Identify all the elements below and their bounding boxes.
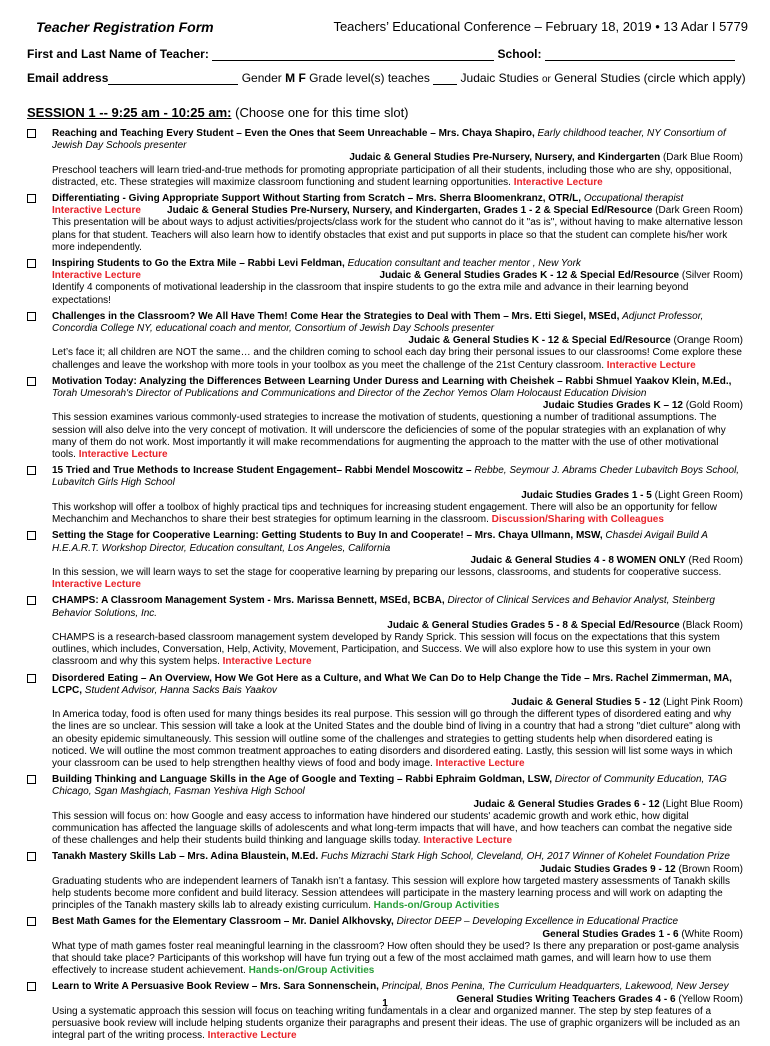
room-name: (White Room) (681, 928, 743, 940)
session-description: This presentation will be about ways to adjust activities/projects/class work for the student who cannot do it "as is", without having to make alternative lesson plans for that student. Teachers will also learn how to identify obstacles that exist and put supports in place so that the student can complete his/her work more independently. (52, 217, 743, 253)
room-name: (Silver Room) (681, 270, 743, 282)
teacher-name-field[interactable] (212, 48, 494, 61)
form-title: Teacher Registration Form (36, 19, 214, 35)
session-checkbox[interactable] (27, 775, 36, 784)
format-tag: Interactive Lecture (207, 1030, 297, 1042)
session-title-line (52, 595, 743, 619)
teacher-name-label: First and Last Name of Teacher: (27, 47, 209, 61)
grades-room (543, 400, 743, 412)
grade-levels: General Studies Writing Teachers Grades 4 - 6 (456, 993, 676, 1005)
session-note: (Choose one for this time slot) (235, 105, 409, 120)
session-title: CHAMPS: A Classroom Management System - Mrs. Marissa Bennett, MSEd, BCBA, (52, 595, 445, 607)
session-title-line (52, 311, 743, 335)
room-name: (Red Room) (688, 554, 743, 566)
gender-f-option[interactable]: F (298, 71, 306, 85)
grades-room (349, 152, 743, 164)
session-heading-row (27, 105, 409, 120)
presenter-info: Rebbe, Seymour J. Abrams Cheder Lubavitch Boys School, Lubavitch Girls High School (52, 465, 740, 489)
email-gender-row (27, 71, 747, 85)
grades-room (540, 864, 743, 876)
grades-room (380, 270, 743, 282)
session-title: Motivation Today: Analyzing the Differences Between Learning Under Duress and Learning with Cheishek – Rabbi Shmuel Yaakov Klein, M.Ed., (52, 375, 732, 387)
general-option[interactable]: General Studies (circle which apply) (554, 71, 746, 85)
session-description: In America today, food is often used for many things besides its real purpose. This session will go through the different types of disordered eating and why the lines are so unclear. This session will take a look at the United States and the double bind of living in a country that had a strong "diet culture" along with an obesity epidemic simultaneously. This session will outline some of the challenges and strategies to getting students help when disordered eating is noticed. We will outline the most common treatment approaches to eating disorders and disordered eating. Lastly, this session will list some ways in which your classroom can be used to help strengthen healthy views of food and body image. (52, 709, 741, 769)
grade-levels: Judaic Studies Grades 1 - 5 (521, 489, 652, 501)
format-tag: Discussion/Sharing with Colleagues (491, 514, 664, 526)
session-option-item (27, 311, 743, 372)
session-checkbox[interactable] (27, 674, 36, 683)
grade-room-line (52, 697, 743, 709)
session-option-item (27, 673, 743, 771)
session-option-item (27, 465, 743, 526)
session-description: This session will focus on: how Google and easy access to information have hindered our students' academic growth and work ethic, how digital communication has affected the language skills of adolescents and what long-term impacts that will have, and how teachers can combat the negative side of these challenges and help their students build thinking and language skills today. (52, 810, 733, 847)
format-tag-lead: Interactive Lecture (52, 205, 141, 217)
grade-field[interactable] (433, 72, 457, 85)
room-name: (Dark Blue Room) (662, 152, 743, 164)
grades-room (408, 335, 743, 347)
grade-room-line (52, 799, 743, 811)
session-checkbox[interactable] (27, 129, 36, 138)
session-title-line (52, 193, 743, 205)
session-title-line (52, 673, 743, 697)
session-title-line (52, 981, 743, 993)
session-description: What type of math games foster real meaningful learning in the classroom? How often should they be used? Is there any preparation or post-game analysis that should take place? Participants of this workshop will have fun trying out a few of the most acclaimed math games, and will learn how to use them effectively to increase student achievement. (52, 940, 740, 977)
session-description: Identify 4 components of motivational leadership in the classroom that inspire students to go the extra mile and advance in their learning beyond expectations! (52, 282, 689, 306)
gender-m-option[interactable]: M (285, 71, 296, 85)
session-checkbox[interactable] (27, 259, 36, 268)
school-field[interactable] (545, 48, 735, 61)
session-option-item (27, 530, 743, 591)
grade-levels: Judaic & General Studies K - 12 & Special Ed/Resource (408, 335, 671, 347)
room-name: (Orange Room) (673, 335, 743, 347)
session-description: Let’s face it; all children are NOT the same… and the children coming to school each day bring their personal issues to our classrooms! Come explore these challenges and leave the workshop with more tools in your toolbox as you meet the challenge of the 21st Century classroom. (52, 347, 742, 371)
presenter-info: Adjunct Professor, Concordia College NY, educational coach and mentor, Consortium of Jewish Day Schools presenter (52, 310, 704, 335)
grade-levels: Judaic & General Studies Pre-Nursery, Nursery, and Kindergarten (349, 152, 661, 164)
format-tag: Interactive Lecture (423, 835, 513, 847)
school-label: School: (497, 47, 542, 61)
grade-levels: Judaic & General Studies 5 - 12 (511, 696, 661, 708)
session-checkbox[interactable] (27, 312, 36, 321)
session-description-block (52, 811, 743, 848)
room-name: (Gold Room) (685, 400, 743, 412)
grade-levels: Judaic & General Studies Pre-Nursery, Nursery, and Kindergarten, Grades 1 - 2 & Special Ed/Resource (167, 205, 653, 217)
grade-levels: Judaic & General Studies Grades 5 - 8 & Special Ed/Resource (387, 619, 680, 631)
session-description-block (52, 217, 743, 254)
grades-room (521, 490, 743, 502)
presenter-info: Early childhood teacher, NY Consortium of Jewish Day Schools presenter (52, 128, 726, 152)
grades-room (542, 929, 743, 941)
presenter-info: Student Advisor, Hanna Sacks Bais Yaakov (84, 684, 277, 696)
grades-room (473, 799, 743, 811)
session-title: Building Thinking and Language Skills in the Age of Google and Texting – Rabbi Ephraim Goldman, LSW, (52, 774, 553, 786)
session-description-block (52, 1006, 743, 1043)
session-description-block (52, 165, 743, 189)
session-option-item (27, 258, 743, 307)
format-tag: Interactive Lecture (222, 656, 312, 668)
format-tag-lead: Interactive Lecture (52, 270, 141, 282)
session-option-item (27, 851, 743, 912)
session-title-line (52, 916, 743, 928)
session-description-block (52, 632, 743, 669)
grade-levels: Judaic & General Studies 4 - 8 WOMEN ONLY (470, 554, 686, 566)
or-word: or (541, 74, 551, 85)
judaic-option[interactable]: Judaic Studies (460, 71, 539, 85)
grade-levels: General Studies Grades 1 - 6 (542, 928, 679, 940)
session-title: Setting the Stage for Cooperative Learning: Getting Students to Buy In and Cooperate! – Mrs. Chaya Ullmann, MSW, (52, 530, 603, 542)
room-name: (Brown Room) (678, 863, 743, 875)
presenter-info: Director of Community Education, TAG Chicago, Sgan Mashgiach, Fasman Yeshiva High School (52, 774, 727, 798)
name-school-row (27, 47, 747, 61)
gender-label: Gender (241, 71, 282, 85)
session-description: This session examines various commonly-used strategies to increase the motivation of students, questioning a number of traditional assumptions. The session will also delve into the very concept of motivation. It will underscore the deficiencies of some of the popular strategies with an explanation of why many of them do not work. Most importantly it will make recommendations for augmenting the approach to the matter with the use of other motivational tools. (52, 412, 726, 461)
grade-room-line (52, 620, 743, 632)
email-field[interactable] (108, 72, 238, 85)
presenter-info: Fuchs Mizrachi Stark High School, Cleveland, OH, 2017 Winner of Kohelet Foundation Prize (320, 851, 730, 863)
grade-room-line (52, 205, 743, 217)
session-title-line (52, 530, 743, 554)
session-description: This workshop will offer a toolbox of highly practical tips and techniques for increasing student engagement. There will also be an opportunity for fellow Mechanchim and Mechanchos to share their best strategies for optimum learning in the classroom. (52, 501, 717, 526)
grades-room (471, 555, 744, 567)
session-description-block (52, 567, 743, 591)
session-title: Disordered Eating – An Overview, How We Got Here as a Culture, and What We Can Do to Help Change the Tide – Mrs. Rachel Zimmerman, MA, LCPC, (52, 672, 732, 696)
session-title: Best Math Games for the Elementary Classroom – Mr. Daniel Alkhovsky, (52, 916, 394, 928)
session-title: Inspiring Students to Go the Extra Mile – Rabbi Levi Feldman, (52, 258, 345, 270)
session-title: Differentiating - Giving Appropriate Support Without Starting from Scratch – Mrs. Sherra Bloomenkranz, OTR/L, (52, 193, 582, 205)
session-option-item (27, 774, 743, 847)
format-tag: Hands-on/Group Activities (373, 900, 500, 912)
session-description: Graduating students who are independent learners of Tanakh isn’t a fantasy. This session will explore how targeted mastery assessments of Tanakh skills help students become more confident and build literacy. Session attendees will participate in the mastery learning process and will work on adapting the principles of the Tanakh mastery skills lab to already existing curriculum. (52, 875, 730, 912)
session-option-item (27, 193, 743, 254)
session-option-item (27, 981, 743, 1042)
grade-room-line (52, 152, 743, 164)
session-description: CHAMPS is a research-based classroom management system developed by Randy Sprick. This session will focus on the expectations that this system outlines, which includes, Conversation, Help, Activity, Movement, Participation, and Success. We will also explore how to use this system in your own classroom and why this system helps. (52, 631, 720, 668)
session-checkbox[interactable] (27, 194, 36, 203)
session-title: Challenges in the Classroom? We All Have Them! Come Hear the Strategies to Deal with Them – Mrs. Etti Siegel, MSEd, (52, 310, 620, 322)
grade-room-line (52, 270, 743, 282)
session-title-line (52, 128, 743, 152)
grade-levels: Judaic Studies Grades K – 12 (542, 400, 683, 412)
session-checkbox[interactable] (27, 531, 36, 540)
session-option-item (27, 916, 743, 977)
session-description: In this session, we will learn ways to set the stage for cooperative learning by preparing our lessons, classrooms, and students for cooperative success. (52, 566, 722, 578)
presenter-info: Occupational therapist (583, 193, 684, 205)
room-name: (Black Room) (682, 619, 743, 631)
session-title: Reaching and Teaching Every Student – Even the Ones that Seem Unreachable – Mrs. Chaya Shapiro, (52, 128, 535, 139)
session-checkbox[interactable] (27, 852, 36, 861)
grade-room-line (52, 555, 743, 567)
session-title-line (52, 376, 743, 400)
room-name: (Light Pink Room) (662, 696, 743, 708)
session-description-block (52, 941, 743, 978)
session-description-block (52, 502, 743, 526)
grade-room-line (52, 929, 743, 941)
session-checkbox[interactable] (27, 377, 36, 386)
presenter-info: Director of Clinical Services and Behavior Analyst, Steinberg Behavior Solutions, Inc. (52, 595, 715, 619)
page-number: 1 (382, 998, 388, 1009)
session-heading: SESSION 1 -- 9:25 am - 10:25 am: (27, 105, 232, 120)
presenter-info: Chasdei Avigail Build A H.E.A.R.T. Workshop Director, Education consultant, Los Angeles, California (52, 530, 708, 554)
session-option-item (27, 128, 743, 189)
session-description-block (52, 282, 743, 306)
grade-levels: Judaic Studies Grades 9 - 12 (539, 863, 676, 875)
session-title: Tanakh Mastery Skills Lab – Mrs. Adina Blaustein, M.Ed. (52, 851, 319, 863)
session-title: 15 Tried and True Methods to Increase Student Engagement– Rabbi Mendel Moscowitz – (52, 465, 472, 477)
session-description: Preschool teachers will learn tried-and-true methods for promoting appropriate participation of all their students, including those who are shy, oppositional, distracted, etc. These strategies will maximize classroom functioning and student learning opportunities. (52, 164, 732, 188)
session-description-block (52, 709, 743, 770)
session-option-item (27, 595, 743, 668)
format-tag: Interactive Lecture (78, 449, 168, 461)
format-tag: Interactive Lecture (606, 359, 696, 371)
room-name: (Dark Green Room) (655, 205, 743, 217)
session-description-block (52, 412, 743, 461)
email-label: Email address (27, 71, 109, 85)
grades-room (511, 697, 743, 709)
presenter-info: Director DEEP – Developing Excellence in Educational Practice (396, 916, 679, 928)
session-title: Learn to Write A Persuasive Book Review – Mrs. Sara Sonnenschein, (52, 981, 379, 993)
session-title-line (52, 774, 743, 798)
room-name: (Yellow Room) (678, 993, 743, 1005)
session-description-block (52, 876, 743, 913)
grade-levels: Judaic & General Studies Grades 6 - 12 (473, 798, 660, 810)
session-option-item (27, 376, 743, 461)
presenter-info: Torah Umesorah's Director of Publications and Communications and Director of the Zechor Yemos Olam Holocaust Education Division (52, 388, 647, 400)
format-tag: Interactive Lecture (435, 757, 525, 769)
session-checkbox[interactable] (27, 982, 36, 991)
session-checkbox[interactable] (27, 596, 36, 605)
format-tag: Interactive Lecture (513, 176, 603, 188)
room-name: (Light Blue Room) (662, 798, 743, 810)
session-checkbox[interactable] (27, 466, 36, 475)
presenter-info: Education consultant and teacher mentor , New York (347, 258, 581, 270)
session-options-list (27, 128, 743, 1046)
grade-levels: Judaic & General Studies Grades K - 12 & Special Ed/Resource (379, 270, 680, 282)
room-name: (Light Green Room) (654, 489, 743, 501)
grade-label: Grade level(s) teaches (309, 71, 430, 85)
header (36, 19, 748, 37)
format-tag: Interactive Lecture (52, 579, 141, 591)
session-description-block (52, 347, 743, 371)
session-checkbox[interactable] (27, 917, 36, 926)
session-title-line (52, 258, 743, 270)
grade-room-line (52, 335, 743, 347)
session-description: Using a systematic approach this session will focus on teaching writing fundamentals in a clear and organized manner. The step by step features of a persuasive book review will include helping students organize their paragraphs and present their ideas. The use of graphic organizers will be included as an integral part of the writing process. (52, 1005, 740, 1042)
session-title-line (52, 851, 743, 863)
grades-room (167, 205, 743, 217)
format-tag: Hands-on/Group Activities (248, 965, 375, 977)
conference-info: Teachers’ Educational Conference – February 18, 2019 • 13 Adar I 5779 (333, 19, 748, 34)
grade-room-line (52, 864, 743, 876)
grades-room (387, 620, 743, 632)
grade-room-line (52, 490, 743, 502)
session-title-line (52, 465, 743, 489)
presenter-info: Principal, Bnos Penina, The Curriculum Headquarters, Lakewood, New Jersey (381, 981, 729, 993)
grade-room-line (52, 400, 743, 412)
